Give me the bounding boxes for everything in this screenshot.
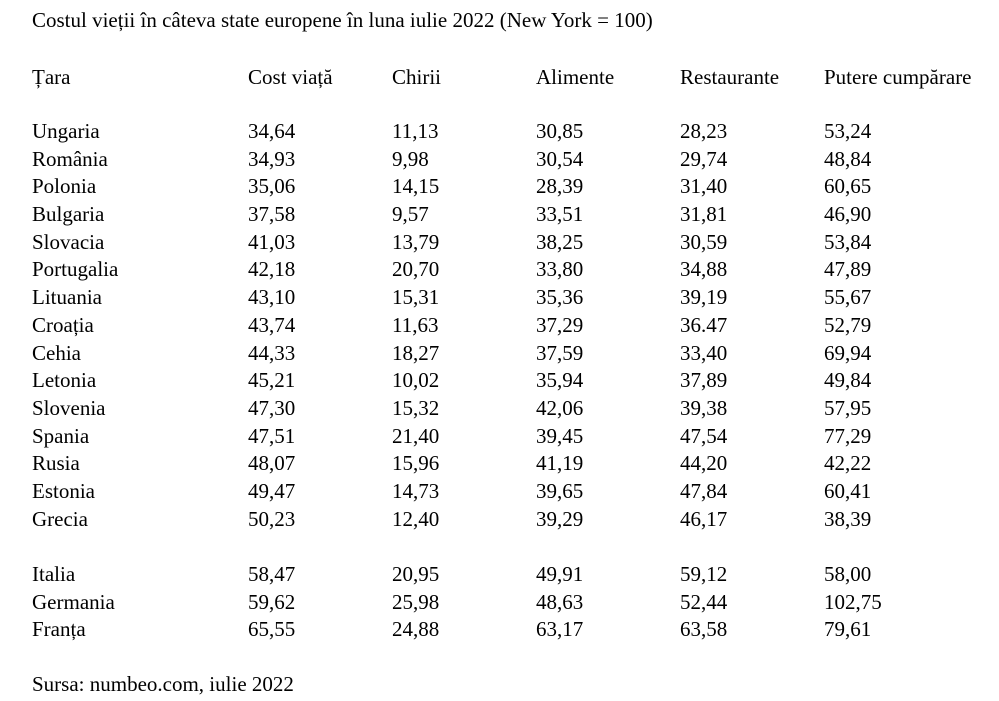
cell-rent: 13,79: [392, 229, 440, 254]
cell-country: Rusia: [32, 451, 80, 476]
table-row: [32, 340, 999, 368]
table-row: [32, 312, 999, 340]
cell-purchasing-power: 57,95: [824, 395, 872, 420]
cell-rent: 20,70: [392, 257, 440, 282]
cell-groceries: 42,06: [536, 395, 584, 420]
cell-purchasing-power: 38,39: [824, 506, 872, 531]
cell-country: Spania: [32, 423, 90, 448]
cell-groceries: 48,63: [536, 589, 584, 614]
cell-country: Germania: [32, 589, 115, 614]
cell-purchasing-power: 49,84: [824, 368, 872, 393]
cell-groceries: 30,85: [536, 119, 584, 143]
cell-rent: 20,95: [392, 562, 440, 586]
cell-purchasing-power: 60,41: [824, 478, 872, 503]
cell-purchasing-power: 48,84: [824, 146, 872, 171]
cell-restaurants: 37,89: [680, 368, 728, 393]
cell-restaurants: 30,59: [680, 229, 728, 254]
cell-cost-of-living: 37,58: [248, 202, 296, 227]
cell-groceries: 30,54: [536, 146, 584, 171]
cell-cost-of-living: 35,06: [248, 174, 296, 199]
cell-rent: 21,40: [392, 423, 440, 448]
cell-country: Slovacia: [32, 229, 105, 254]
cell-cost-of-living: 34,93: [248, 146, 296, 171]
cell-restaurants: 36.47: [680, 312, 728, 337]
cell-restaurants: 47,54: [680, 423, 728, 448]
table-row: [32, 423, 999, 451]
table-row: [32, 118, 999, 146]
cell-country: Portugalia: [32, 257, 119, 282]
cell-restaurants: 29,74: [680, 146, 728, 171]
cell-groceries: 39,45: [536, 423, 584, 448]
cell-purchasing-power: 53,84: [824, 229, 872, 254]
cell-rent: 11,13: [392, 119, 439, 143]
cell-rent: 10,02: [392, 368, 440, 393]
table-row: [32, 506, 999, 534]
cell-cost-of-living: 41,03: [248, 229, 296, 254]
table-row: [32, 367, 999, 395]
header-groceries: Alimente: [536, 65, 615, 89]
cell-restaurants: 44,20: [680, 451, 728, 476]
header-cost-of-living: Cost viață: [248, 65, 333, 89]
table-row: [32, 146, 999, 174]
table-group-2: [32, 561, 999, 644]
table-row: [32, 173, 999, 201]
cell-restaurants: 39,19: [680, 285, 728, 310]
cell-restaurants: 39,38: [680, 395, 728, 420]
cell-restaurants: 47,84: [680, 478, 728, 503]
table-row: [32, 284, 999, 312]
table-header-row: [32, 63, 999, 92]
cell-country: Grecia: [32, 506, 88, 531]
cell-restaurants: 46,17: [680, 506, 728, 531]
cell-cost-of-living: 47,30: [248, 395, 296, 420]
table-row: [32, 256, 999, 284]
cell-restaurants: 31,81: [680, 202, 728, 227]
cell-cost-of-living: 48,07: [248, 451, 296, 476]
cell-country: Polonia: [32, 174, 97, 199]
cell-groceries: 35,36: [536, 285, 584, 310]
cell-groceries: 38,25: [536, 229, 584, 254]
cell-cost-of-living: 34,64: [248, 119, 296, 143]
cell-cost-of-living: 50,23: [248, 506, 296, 531]
cell-cost-of-living: 47,51: [248, 423, 296, 448]
cell-purchasing-power: 58,00: [824, 562, 872, 586]
cell-purchasing-power: 102,75: [824, 589, 882, 614]
header-purchasing-power: Putere cumpărare: [824, 65, 972, 89]
cell-purchasing-power: 79,61: [824, 617, 872, 642]
cell-country: Franța: [32, 617, 86, 642]
cell-cost-of-living: 65,55: [248, 617, 296, 642]
cell-groceries: 39,29: [536, 506, 584, 531]
cell-purchasing-power: 55,67: [824, 285, 872, 310]
page-title: Costul vieții în câteva state europene în luna iulie 2022 (New York = 100): [32, 8, 653, 32]
cell-restaurants: 63,58: [680, 617, 728, 642]
cell-restaurants: 52,44: [680, 589, 728, 614]
cell-groceries: 49,91: [536, 562, 584, 586]
cell-groceries: 33,80: [536, 257, 584, 282]
cell-rent: 24,88: [392, 617, 440, 642]
cell-cost-of-living: 49,47: [248, 478, 296, 503]
table-row: [32, 450, 999, 478]
spacer: [32, 92, 999, 118]
spacer: [32, 533, 999, 561]
cell-purchasing-power: 52,79: [824, 312, 872, 337]
cell-cost-of-living: 45,21: [248, 368, 296, 393]
cost-of-living-table: [32, 63, 999, 644]
cell-rent: 14,15: [392, 174, 440, 199]
header-country: Țara: [32, 65, 71, 89]
cell-groceries: 28,39: [536, 174, 584, 199]
cell-rent: 18,27: [392, 340, 440, 365]
cell-restaurants: 31,40: [680, 174, 728, 199]
source-note: Sursa: numbeo.com, iulie 2022: [32, 672, 294, 696]
cell-country: Cehia: [32, 340, 81, 365]
table-row: [32, 616, 999, 644]
cell-groceries: 63,17: [536, 617, 584, 642]
cell-country: Estonia: [32, 478, 95, 503]
cell-rent: 14,73: [392, 478, 440, 503]
table-row: [32, 201, 999, 229]
cell-purchasing-power: 42,22: [824, 451, 872, 476]
cell-rent: 12,40: [392, 506, 440, 531]
cell-groceries: 37,29: [536, 312, 584, 337]
cell-groceries: 35,94: [536, 368, 584, 393]
cell-cost-of-living: 43,10: [248, 285, 296, 310]
cell-cost-of-living: 58,47: [248, 562, 296, 586]
table-row: [32, 229, 999, 257]
cell-rent: 9,57: [392, 202, 429, 227]
cell-cost-of-living: 59,62: [248, 589, 296, 614]
cell-restaurants: 28,23: [680, 119, 728, 143]
cell-purchasing-power: 77,29: [824, 423, 872, 448]
cell-purchasing-power: 60,65: [824, 174, 872, 199]
table-row: [32, 561, 999, 589]
cell-groceries: 39,65: [536, 478, 584, 503]
cell-country: Bulgaria: [32, 202, 105, 227]
cell-groceries: 41,19: [536, 451, 584, 476]
cell-groceries: 33,51: [536, 202, 584, 227]
table-row: [32, 395, 999, 423]
header-restaurants: Restaurante: [680, 65, 780, 89]
cell-restaurants: 33,40: [680, 340, 728, 365]
table-group-1: [32, 118, 999, 533]
cell-groceries: 37,59: [536, 340, 584, 365]
cell-restaurants: 59,12: [680, 562, 728, 586]
cell-country: România: [32, 146, 108, 171]
cell-rent: 25,98: [392, 589, 440, 614]
cell-cost-of-living: 44,33: [248, 340, 296, 365]
cell-purchasing-power: 47,89: [824, 257, 872, 282]
cell-purchasing-power: 69,94: [824, 340, 872, 365]
cell-rent: 15,96: [392, 451, 440, 476]
cell-purchasing-power: 53,24: [824, 119, 872, 143]
cell-purchasing-power: 46,90: [824, 202, 872, 227]
cell-rent: 15,32: [392, 395, 440, 420]
cell-rent: 15,31: [392, 285, 440, 310]
header-rent: Chirii: [392, 65, 442, 89]
cell-cost-of-living: 42,18: [248, 257, 296, 282]
cell-country: Lituania: [32, 285, 102, 310]
cell-country: Slovenia: [32, 395, 106, 420]
table-row: [32, 478, 999, 506]
cell-country: Croația: [32, 312, 94, 337]
cell-rent: 11,63: [392, 312, 439, 337]
cell-rent: 9,98: [392, 146, 429, 171]
cell-country: Ungaria: [32, 119, 100, 143]
cell-cost-of-living: 43,74: [248, 312, 296, 337]
table-row: [32, 589, 999, 617]
cell-restaurants: 34,88: [680, 257, 728, 282]
cell-country: Italia: [32, 562, 76, 586]
cell-country: Letonia: [32, 368, 97, 393]
